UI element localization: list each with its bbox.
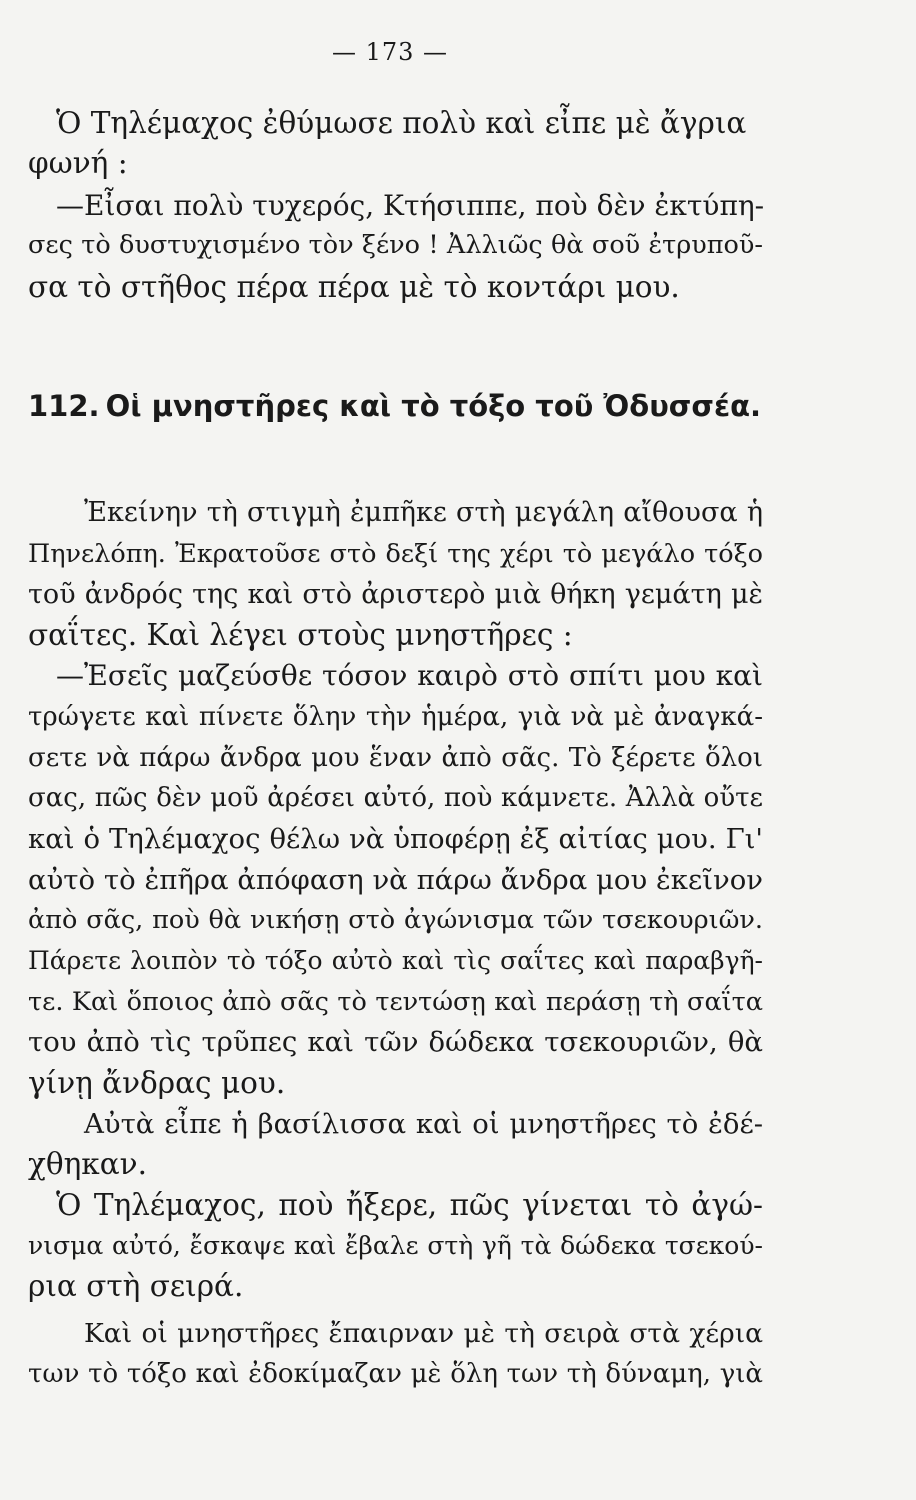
text-line: σας, πῶς δὲν μοῦ ἀρέσει αὐτό, ποὺ κάμνετε. Ἀλλὰ οὔτε	[28, 783, 763, 813]
text-line: αὐτὸ τὸ ἐπῆρα ἀπόφαση νὰ πάρω ἄνδρα μου ἐκεῖνον	[28, 864, 763, 896]
text-line: Πάρετε λοιπὸν τὸ τόξο αὐτὸ καὶ τὶς σαΐτες καὶ παραβγῆ-	[28, 946, 763, 975]
text-line: ρια στὴ σειρά.	[28, 1269, 244, 1303]
section-heading	[28, 384, 763, 428]
text-line: νισμα αὐτό, ἔσκαψε καὶ ἔβαλε στὴ γῆ τὰ δώδεκα τσεκού-	[28, 1231, 763, 1260]
text-line: Ὁ Τηλέμαχος, ποὺ ἤξερε, πῶς γίνεται τὸ ἀγώ-	[56, 1188, 763, 1222]
text-line: Ἐκείνην τὴ στιγμὴ ἐμπῆκε στὴ μεγάλη αἴθουσα ἡ	[84, 497, 763, 528]
text-line: τοῦ ἀνδρός της καὶ στὸ ἀριστερὸ μιὰ θήκη γεμάτη μὲ	[28, 579, 763, 610]
text-line: καὶ ὁ Τηλέμαχος θέλω νὰ ὑποφέρῃ ἐξ αἰτίας μου. Γι'	[28, 823, 763, 855]
text-line: —Εἶσαι πολὺ τυχερός, Κτήσιππε, ποὺ δὲν ἐκτύπη-	[56, 189, 765, 222]
section-title: Οἱ μνηστῆρες καὶ τὸ τόξο τοῦ Ὀδυσσέα.	[105, 389, 762, 423]
text-line: σετε νὰ πάρω ἄνδρα μου ἕναν ἀπὸ σᾶς. Τὸ ξέρετε ὅλοι	[28, 743, 763, 773]
text-line: Ὁ Τηλέμαχος ἐθύμωσε πολὺ καὶ εἶπε μὲ ἄγρια	[56, 106, 747, 140]
section-number: 112.	[28, 389, 100, 423]
text-line: φωνή :	[28, 146, 128, 180]
text-line: Καὶ οἱ μνηστῆρες ἔπαιρναν μὲ τὴ σειρὰ στὰ χέρια	[84, 1318, 763, 1349]
text-line: χθηκαν.	[28, 1147, 147, 1181]
text-line: Αὐτὰ εἶπε ἡ βασίλισσα καὶ οἱ μνηστῆρες τὸ ἐδέ-	[84, 1108, 763, 1140]
text-line: σες τὸ δυστυχισμένο τὸν ξένο ! Ἀλλιῶς θὰ σοῦ ἐτρυποῦ-	[28, 230, 763, 260]
text-line: τρώγετε καὶ πίνετε ὅλην τὴν ἡμέρα, γιὰ νὰ μὲ ἀναγκά-	[28, 702, 763, 732]
text-line: τε. Καὶ ὅποιος ἀπὸ σᾶς τὸ τεντώσῃ καὶ περάσῃ τὴ σαΐτα	[28, 987, 763, 1017]
text-line: γίνῃ ἄνδρας μου.	[28, 1066, 286, 1100]
text-line: του ἀπὸ τὶς τρῦπες καὶ τῶν δώδεκα τσεκουριῶν, θὰ	[28, 1026, 763, 1058]
text-line: των τὸ τόξο καὶ ἐδοκίμαζαν μὲ ὅλη των τὴ δύναμη, γιὰ	[28, 1359, 763, 1389]
text-line: Πηνελόπη. Ἐκρατοῦσε στὸ δεξί της χέρι τὸ μεγάλο τόξο	[28, 539, 763, 569]
text-line: σα τὸ στῆθος πέρα πέρα μὲ τὸ κοντάρι μου.	[28, 270, 680, 304]
text-line: —Ἐσεῖς μαζεύσθε τόσον καιρὸ στὸ σπίτι μου καὶ	[56, 659, 763, 692]
page-number: — 173 —	[331, 38, 449, 66]
text-line: σαΐτες. Καὶ λέγει στοὺς μνηστῆρες :	[28, 618, 573, 652]
text-line: ἀπὸ σᾶς, ποὺ θὰ νικήσῃ στὸ ἀγώνισμα τῶν τσεκουριῶν.	[28, 905, 763, 935]
